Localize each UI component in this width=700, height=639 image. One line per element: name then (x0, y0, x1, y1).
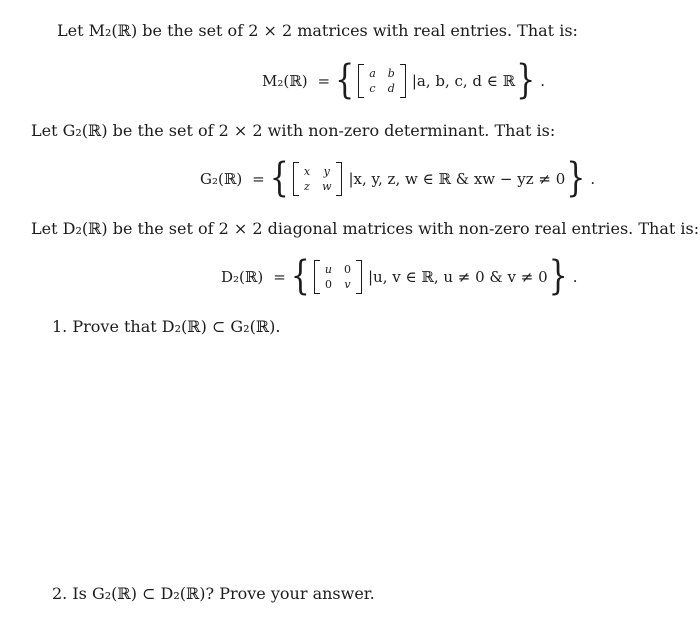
paragraph-g2-definition: Let G₂(ℝ) be the set of 2 × 2 with non-zero determinant. That is: (31, 121, 556, 140)
equation-d2-lhs: D₂(ℝ) (221, 268, 264, 286)
matrix-entry: v (344, 278, 351, 291)
equals-sign: = (317, 72, 331, 90)
matrix-right-bracket (336, 162, 342, 196)
open-brace: { (269, 154, 289, 202)
matrix-d2 (314, 260, 362, 294)
open-brace: { (335, 56, 355, 104)
equation-g2 (200, 154, 595, 204)
matrix-g2 (293, 162, 343, 196)
matrix-entry: a (369, 67, 376, 80)
matrix-entries (299, 165, 337, 193)
matrix-entry: w (322, 180, 332, 193)
open-brace: { (290, 252, 310, 300)
matrix-right-bracket (356, 260, 362, 294)
period: . (540, 72, 546, 90)
equation-d2 (221, 252, 578, 302)
equation-m2 (262, 56, 545, 106)
matrix-entry: 0 (324, 278, 332, 291)
close-brace: } (548, 252, 568, 300)
equation-m2-lhs: M₂(ℝ) (262, 72, 308, 90)
matrix-entries (320, 263, 356, 291)
equation-g2-condition: |x, y, z, w ∈ ℝ & xw − yz ≠ 0 (348, 170, 566, 188)
matrix-entry: x (303, 165, 311, 178)
period: . (572, 268, 578, 286)
matrix-entry: y (323, 165, 330, 178)
matrix-entry: 0 (343, 263, 351, 276)
matrix-right-bracket (400, 64, 406, 98)
matrix-entry: b (387, 67, 395, 80)
equation-m2-condition: |a, b, c, d ∈ ℝ (411, 72, 516, 90)
matrix-m2 (358, 64, 406, 98)
close-brace: } (566, 154, 586, 202)
matrix-entry: u (324, 263, 332, 276)
paragraph-m2-definition: Let M₂(ℝ) be the set of 2 × 2 matrices with real entries. That is: (57, 21, 578, 40)
close-brace: } (516, 56, 536, 104)
question-1: 1. Prove that D₂(ℝ) ⊂ G₂(ℝ). (52, 317, 281, 336)
matrix-entry: c (369, 82, 376, 95)
equation-g2-lhs: G₂(ℝ) (200, 170, 243, 188)
equation-d2-condition: |u, v ∈ ℝ, u ≠ 0 & v ≠ 0 (367, 268, 548, 286)
period: . (590, 170, 596, 188)
question-2: 2. Is G₂(ℝ) ⊂ D₂(ℝ)? Prove your answer. (52, 584, 375, 603)
matrix-entry: d (387, 82, 395, 95)
paragraph-d2-definition: Let D₂(ℝ) be the set of 2 × 2 diagonal matrices with non-zero real entries. That is: (31, 219, 700, 238)
equals-sign: = (252, 170, 265, 188)
matrix-entry: z (304, 180, 310, 193)
equals-sign: = (273, 268, 286, 286)
matrix-entries (364, 67, 400, 95)
